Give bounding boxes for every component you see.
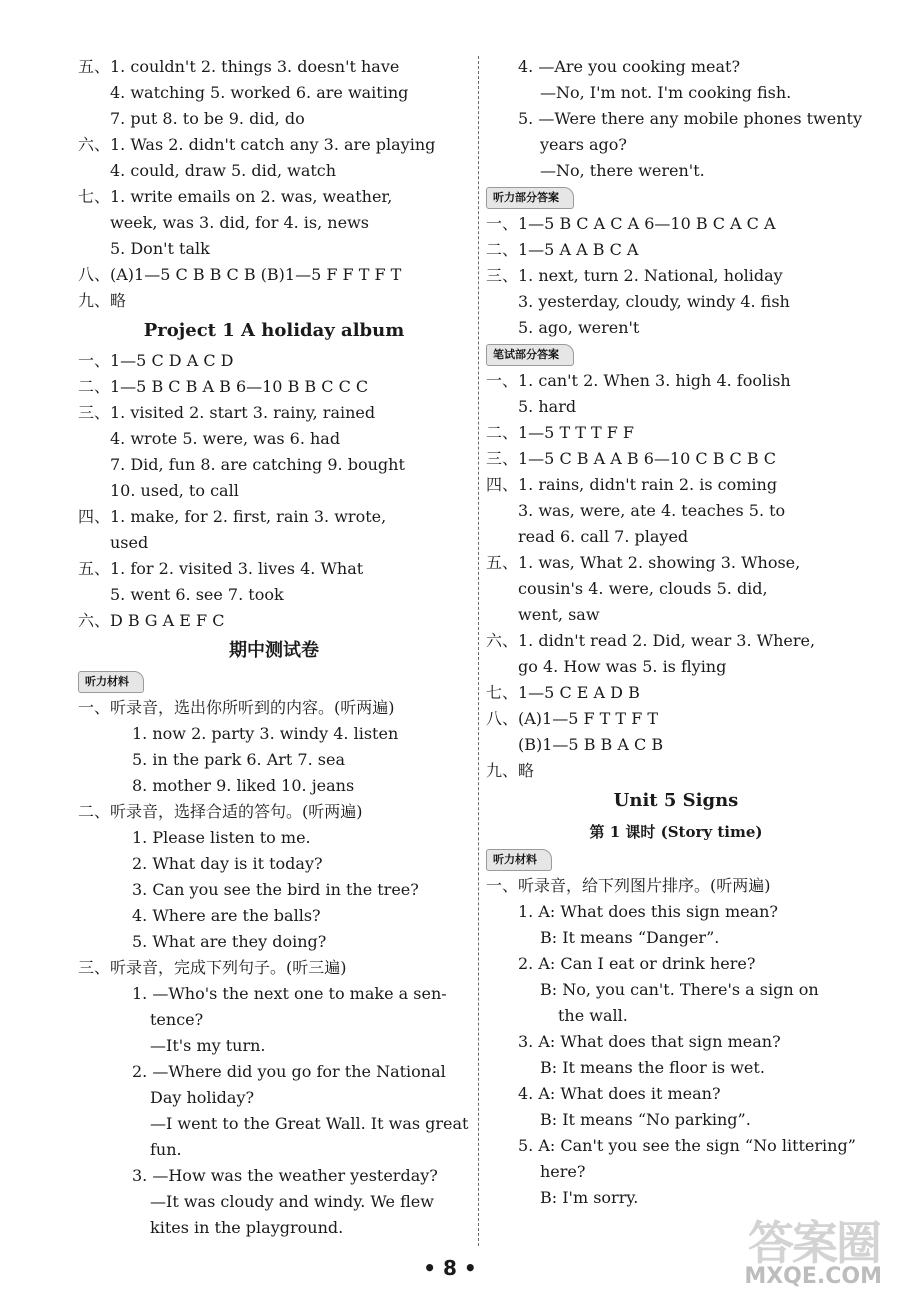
right-column <box>486 54 866 1211</box>
answer-line: —It's my turn. <box>150 1036 266 1055</box>
answer-line: 4. watching 5. worked 6. are waiting <box>110 83 409 102</box>
answer-line: (B)1—5 B B A C B <box>518 735 664 754</box>
answer-line: 一、1—5 C D A C D <box>78 351 234 370</box>
answer-line: 1. Please listen to me. <box>132 828 311 847</box>
answer-line: the wall. <box>558 1006 628 1025</box>
answer-line: 三、1. visited 2. start 3. rainy, rained <box>78 403 376 422</box>
answer-line: 五、1. for 2. visited 3. lives 4. What <box>78 559 364 578</box>
section-label: 听力部分答案 <box>486 187 574 209</box>
answer-line: Day holiday? <box>150 1088 255 1107</box>
answer-line: 五、1. couldn't 2. things 3. doesn't have <box>78 57 400 76</box>
answer-line: 一、1—5 B C A C A 6—10 B C A C A <box>486 214 776 233</box>
answer-line: 三、1—5 C B A A B 6—10 C B C B C <box>486 449 776 468</box>
answer-line: 5. A: Can't you see the sign “No littering” <box>518 1136 856 1155</box>
answer-line: kites in the playground. <box>150 1218 344 1237</box>
watermark-mark: 答案圈 <box>748 1216 880 1270</box>
answer-line: —I went to the Great Wall. It was great <box>150 1114 469 1133</box>
answer-line: 八、(A)1—5 C B B C B (B)1—5 F F T F T <box>78 265 402 284</box>
section-heading: Project 1 A holiday album <box>143 320 405 341</box>
section-label-row <box>78 668 470 695</box>
answer-line: years ago? <box>540 135 627 154</box>
answer-line: 一、听录音，给下列图片排序。(听两遍) <box>486 876 771 895</box>
answer-line: 三、1. next, turn 2. National, holiday <box>486 266 783 285</box>
answer-line: 4. —Are you cooking meat? <box>518 57 741 76</box>
answer-line: 六、1. didn't read 2. Did, wear 3. Where, <box>486 631 816 650</box>
answer-line: 九、略 <box>486 761 535 780</box>
column-divider <box>478 56 479 1246</box>
answer-line: used <box>110 533 149 552</box>
section-label-row <box>486 341 866 368</box>
answer-line: here? <box>540 1162 586 1181</box>
page-number: • 8 • <box>423 1256 477 1280</box>
answer-line: tence? <box>150 1010 204 1029</box>
answer-line: 3. yesterday, cloudy, windy 4. fish <box>518 292 790 311</box>
answer-line: 3. A: What does that sign mean? <box>518 1032 781 1051</box>
answer-line: B: It means the floor is wet. <box>540 1058 765 1077</box>
section-label: 听力材料 <box>486 849 552 871</box>
answer-line: went, saw <box>518 605 600 624</box>
answer-line: 二、1—5 T T T F F <box>486 423 635 442</box>
answer-line: 10. used, to call <box>110 481 239 500</box>
answer-line: 八、(A)1—5 F T T F T <box>486 709 659 728</box>
watermark-logo <box>706 1203 886 1289</box>
answer-line: 5. in the park 6. Art 7. sea <box>132 750 345 769</box>
answer-line: 4. wrote 5. were, was 6. had <box>110 429 341 448</box>
section-label-row <box>486 846 866 873</box>
answer-line: cousin's 4. were, clouds 5. did, <box>518 579 768 598</box>
answer-line: fun. <box>150 1140 182 1159</box>
answer-line: B: I'm sorry. <box>540 1188 639 1207</box>
answer-line: 5. What are they doing? <box>132 932 327 951</box>
answer-line: 5. —Were there any mobile phones twenty <box>518 109 862 128</box>
answer-line: 7. Did, fun 8. are catching 9. bought <box>110 455 405 474</box>
answer-line: 5. ago, weren't <box>518 318 640 337</box>
answer-line: 一、听录音，选出你所听到的内容。(听两遍) <box>78 698 395 717</box>
answer-line: week, was 3. did, for 4. is, news <box>110 213 369 232</box>
lesson-heading: 第 1 课时 (Story time) <box>589 823 763 841</box>
answer-line: 5. hard <box>518 397 577 416</box>
section-heading: Unit 5 Signs <box>613 790 739 811</box>
answer-line: 7. put 8. to be 9. did, do <box>110 109 305 128</box>
section-heading: 期中测试卷 <box>229 640 319 661</box>
answer-line: 2. —Where did you go for the National <box>132 1062 446 1081</box>
answer-line: —No, there weren't. <box>540 161 705 180</box>
answer-line: 2. What day is it today? <box>132 854 323 873</box>
answer-line: 3. Can you see the bird in the tree? <box>132 880 419 899</box>
answer-line: 四、1. rains, didn't rain 2. is coming <box>486 475 778 494</box>
answer-line: 五、1. was, What 2. showing 3. Whose, <box>486 553 801 572</box>
answer-line: 1. A: What does this sign mean? <box>518 902 778 921</box>
answer-line: B: No, you can't. There's a sign on <box>540 980 819 999</box>
answer-line: read 6. call 7. played <box>518 527 689 546</box>
answer-line: 六、1. Was 2. didn't catch any 3. are playing <box>78 135 436 154</box>
answer-line: 二、1—5 A A B C A <box>486 240 639 259</box>
answer-line: 5. went 6. see 7. took <box>110 585 284 604</box>
answer-line: 二、1—5 B C B A B 6—10 B B C C C <box>78 377 369 396</box>
answer-line: 2. A: Can I eat or drink here? <box>518 954 756 973</box>
answer-line: 5. Don't talk <box>110 239 210 258</box>
answer-line: 二、听录音，选择合适的答句。(听两遍) <box>78 802 363 821</box>
answer-line: —No, I'm not. I'm cooking fish. <box>540 83 792 102</box>
watermark-site: MXQE.COM <box>744 1264 882 1289</box>
answer-line: B: It means “Danger”. <box>540 928 720 947</box>
answer-line: 1. —Who's the next one to make a sen- <box>132 984 447 1003</box>
answer-line: 4. Where are the balls? <box>132 906 321 925</box>
answer-line: 七、1—5 C E A D B <box>486 683 640 702</box>
answer-line: 六、D B G A E F C <box>78 611 225 630</box>
left-column <box>78 54 470 1241</box>
answer-line: 4. A: What does it mean? <box>518 1084 721 1103</box>
answer-line: 一、1. can't 2. When 3. high 4. foolish <box>486 371 791 390</box>
answer-line: 3. —How was the weather yesterday? <box>132 1166 438 1185</box>
answer-line: 8. mother 9. liked 10. jeans <box>132 776 355 795</box>
section-label-row <box>486 184 866 211</box>
answer-line: —It was cloudy and windy. We flew <box>150 1192 434 1211</box>
answer-line: 四、1. make, for 2. first, rain 3. wrote, <box>78 507 387 526</box>
answer-line: 3. was, were, ate 4. teaches 5. to <box>518 501 786 520</box>
section-label: 听力材料 <box>78 671 144 693</box>
answer-line: 1. now 2. party 3. windy 4. listen <box>132 724 399 743</box>
answer-line: 九、略 <box>78 291 127 310</box>
answer-line: B: It means “No parking”. <box>540 1110 751 1129</box>
answer-line: go 4. How was 5. is flying <box>518 657 727 676</box>
answer-line: 4. could, draw 5. did, watch <box>110 161 337 180</box>
answer-line: 七、1. write emails on 2. was, weather, <box>78 187 393 206</box>
answer-line: 三、听录音，完成下列句子。(听三遍) <box>78 958 347 977</box>
section-label: 笔试部分答案 <box>486 344 574 366</box>
